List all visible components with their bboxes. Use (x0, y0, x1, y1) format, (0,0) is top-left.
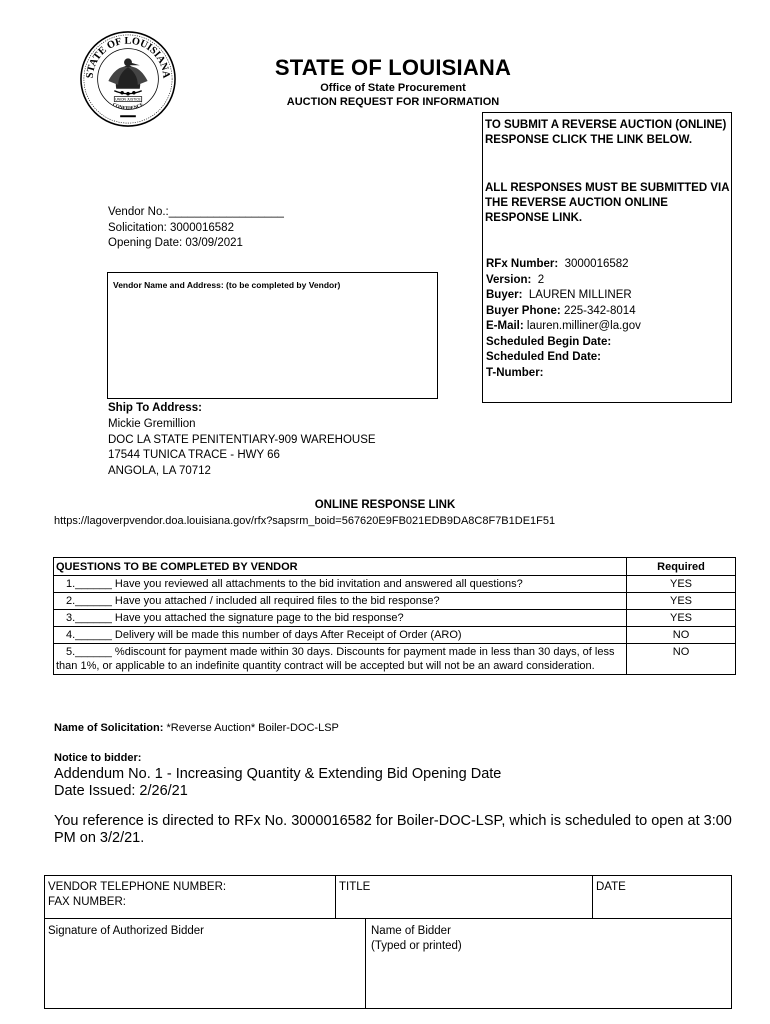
question-4: 4.______ Delivery will be made this number of days After Receipt of Order (ARO) (66, 629, 462, 641)
vendor-number: Vendor No.:__________________ (108, 206, 284, 218)
table-row (54, 576, 736, 593)
buyer-phone-label: Buyer Phone: (486, 304, 561, 317)
question-text[interactable] (54, 610, 627, 627)
svg-text:STATE OF LOUISIANA: STATE OF LOUISIANA (84, 35, 172, 79)
bidder-name-field[interactable] (371, 924, 462, 954)
submission-requirement: ALL RESPONSES MUST BE SUBMITTED VIA THE REVERSE AUCTION ONLINE RESPONSE LINK. (485, 182, 730, 224)
version-label: Version: (486, 273, 532, 286)
question-text[interactable] (54, 627, 627, 644)
online-response-title: ONLINE RESPONSE LINK (314, 499, 456, 511)
vendor-phone-label: VENDOR TELEPHONE NUMBER: (48, 881, 227, 893)
table-header-row (54, 558, 736, 576)
buyer-row (486, 288, 731, 304)
office-name: Office of State Procurement (320, 82, 466, 94)
online-response-link[interactable]: https://lagoverpvendor.doa.louisiana.gov/rfx?sapsrm_boid=567620E9FB021EDB9DA8C8F7B1DE1F51 (54, 515, 556, 527)
buyer-name: LAUREN MILLINER (528, 289, 632, 301)
reverse-auction-instruction: TO SUBMIT A REVERSE AUCTION (ONLINE) RESPONSE CLICK THE LINK BELOW. (485, 119, 727, 146)
scheduled-begin-date: Scheduled Begin Date: (486, 335, 612, 348)
date-label: DATE (596, 881, 626, 893)
svg-text:UNION JUSTICE: UNION JUSTICE (115, 97, 141, 102)
required-value: NO (627, 627, 736, 644)
page-title: STATE OF LOUISIANA (274, 55, 512, 80)
rfx-number-label: RFx Number: (486, 258, 559, 270)
question-3: 3.______ Have you attached the signature page to the bid response? (66, 612, 404, 624)
ship-to-address (108, 401, 376, 480)
table-divider (335, 875, 336, 919)
rfx-number: 3000016582 (564, 258, 629, 270)
question-2: 2.______ Have you attached / included all required files to the bid response? (66, 595, 440, 607)
document-type: AUCTION REQUEST FOR INFORMATION (286, 96, 500, 108)
bidder-name-label: Name of Bidder (371, 925, 451, 937)
scheduled-end-date: Scheduled End Date: (486, 351, 602, 363)
solicitation-name-value: *Reverse Auction* Boiler-DOC-LSP (166, 722, 339, 734)
t-number: T-Number: (486, 366, 544, 379)
typed-or-printed-label: (Typed or printed) (371, 940, 462, 952)
signature-field[interactable] (48, 924, 204, 939)
title-label: TITLE (339, 881, 371, 893)
addendum-title: Addendum No. 1 - Increasing Quantity & Extending Bid Opening Date (54, 766, 502, 782)
buyer-label: Buyer: (486, 289, 523, 301)
notice-to-bidder-label: Notice to bidder: (54, 752, 142, 764)
table-row (54, 627, 736, 644)
date-issued: Date Issued: 2/26/21 (54, 783, 188, 799)
ship-to-line: Mickie Gremillion (108, 417, 196, 430)
solicitation-name-label: Name of Solicitation: (54, 722, 164, 734)
table-row (54, 593, 736, 610)
version-row (486, 273, 731, 289)
question-text[interactable] (54, 593, 627, 610)
opening-date: Opening Date: 03/09/2021 (108, 237, 243, 249)
table-divider (365, 918, 366, 1009)
vendor-phone-field[interactable] (48, 880, 226, 910)
table-row (54, 610, 736, 627)
buyer-phone: 225-342-8014 (563, 304, 636, 317)
solicitation-name (54, 722, 339, 734)
svg-text:CONFIDENCE: CONFIDENCE (111, 102, 145, 112)
fax-label: FAX NUMBER: (48, 896, 126, 908)
question-1: 1.______ Have you reviewed all attachments to the bid invitation and answered all questions? (66, 578, 523, 590)
required-header: Required (627, 558, 736, 576)
version-value: 2 (537, 273, 545, 286)
ship-to-line: DOC LA STATE PENITENTIARY-909 WAREHOUSE (108, 433, 376, 446)
questions-table (53, 557, 736, 675)
questions-header: QUESTIONS TO BE COMPLETED BY VENDOR (54, 558, 627, 576)
table-divider (44, 918, 732, 919)
buyer-phone-row (486, 304, 731, 320)
required-value: YES (627, 593, 736, 610)
required-value: NO (627, 644, 736, 675)
vendor-info (108, 205, 284, 252)
question-text[interactable] (54, 576, 627, 593)
title-field[interactable] (339, 880, 370, 895)
vendor-box-label: Vendor Name and Address: (to be completed by Vendor) (113, 280, 341, 290)
state-seal-logo (79, 30, 177, 128)
ship-to-line: ANGOLA, LA 70712 (108, 465, 211, 478)
ship-to-label: Ship To Address: (108, 402, 202, 414)
buyer-email[interactable]: lauren.milliner@la.gov (526, 320, 641, 332)
signature-label: Signature of Authorized Bidder (48, 925, 204, 937)
table-row (54, 644, 736, 675)
solicitation-number: Solicitation: 3000016582 (108, 221, 234, 234)
email-label: E-Mail: (486, 320, 524, 332)
required-value: YES (627, 576, 736, 593)
required-value: YES (627, 610, 736, 627)
rfx-number-row (486, 257, 731, 273)
question-text[interactable]: 5.______ %discount for payment made within 30 days. Discounts for payment made in less than 30 days, of less than 1%, or applicable to an indefinite quantity contract will be accepted but will not be an award consideration. (54, 644, 627, 675)
email-row (486, 319, 731, 335)
table-divider (592, 875, 593, 919)
notice-paragraph: You reference is directed to RFx No. 3000016582 for Boiler-DOC-LSP, which is scheduled to open at 3:00 PM on 3/2/21. (54, 813, 732, 846)
ship-to-line: 17544 TUNICA TRACE - HWY 66 (108, 449, 280, 462)
vendor-name-address-box[interactable] (107, 272, 438, 399)
date-field[interactable] (596, 880, 626, 895)
rfx-details (486, 257, 731, 381)
